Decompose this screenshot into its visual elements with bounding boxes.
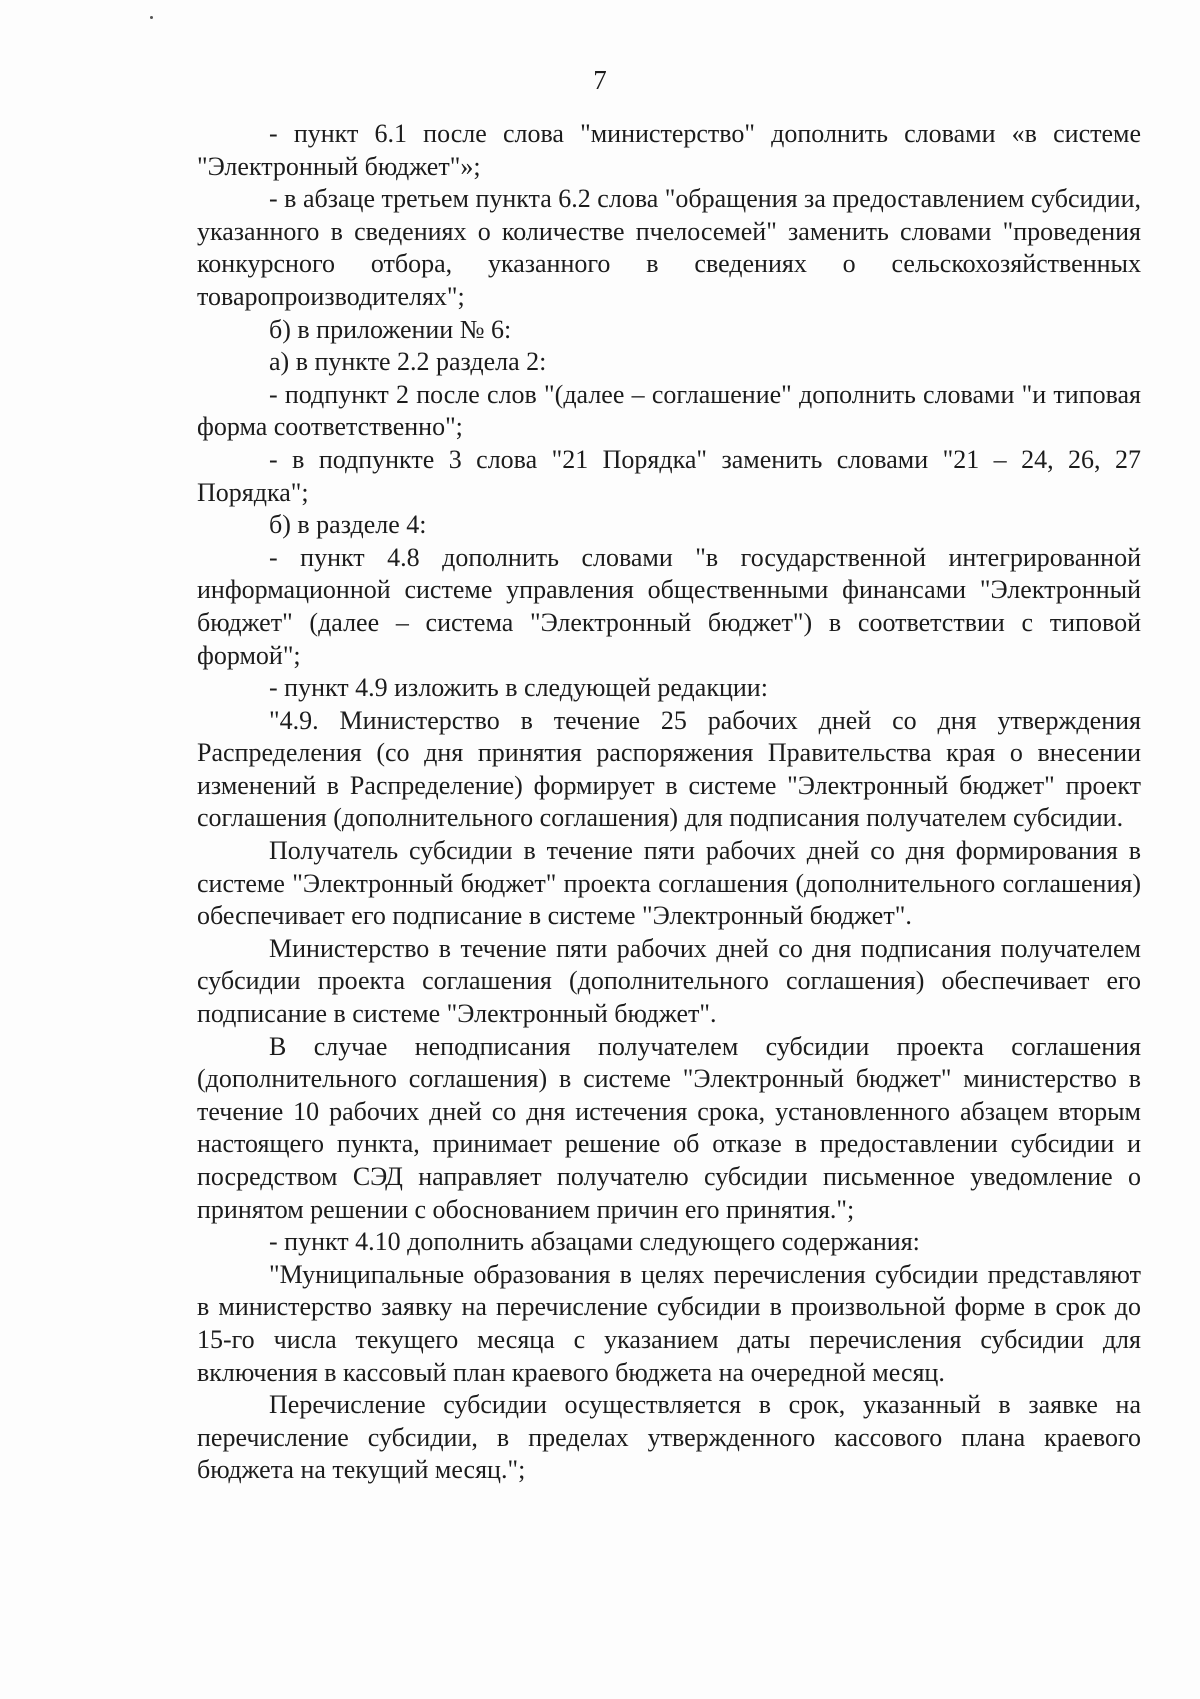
paragraph-12: Министерство в течение пяти рабочих дней со дня подписания получателем субсидии проекта соглашения (дополнительного соглашения) обеспечивает его подписание в системе "Электронный бюджет".	[197, 933, 1141, 1029]
paragraph-14: - пункт 4.10 дополнить абзацами следующего содержания:	[269, 1227, 920, 1257]
paragraph-10: "4.9. Министерство в течение 25 рабочих дней со дня утверждения Распределения (со дня принятия распоряжения Правительства края о внесении изменений в Распределение) формирует в системе "Электронный бюджет" проект соглашения (дополнительного соглашения) для подписания получателем субсидии.	[197, 705, 1141, 833]
document-body	[197, 118, 1141, 1487]
paragraph-13: В случае неподписания получателем субсидии проекта соглашения (дополнительного соглашения) в системе "Электронный бюджет" министерство в течение 10 рабочих дней со дня истечения срока, установленного абзацем вторым настоящего пункта, принимает решение об отказе в предоставлении субсидии и посредством СЭД направляет получателю субсидии письменное уведомление о принятом решении с обоснованием причин его принятия.";	[197, 1031, 1141, 1224]
paragraph-4: а) в пункте 2.2 раздела 2:	[269, 347, 547, 377]
paragraph-5: - подпункт 2 после слов "(далее – соглашение" дополнить словами "и типовая форма соответственно";	[197, 379, 1141, 442]
paragraph-9: - пункт 4.9 изложить в следующей редакции:	[269, 673, 768, 703]
paragraph-6: - в подпункте 3 слова "21 Порядка" заменить словами "21 – 24, 26, 27 Порядка";	[197, 444, 1141, 507]
paragraph-1: - пункт 6.1 после слова "министерство" дополнить словами «в системе "Электронный бюджет"»;	[197, 119, 1141, 181]
paragraph-15: "Муниципальные образования в целях перечисления субсидии представляют в министерство заявку на перечисление субсидии в произвольной форме в срок до 15-го числа текущего месяца с указанием даты перечисления субсидии для включения в кассовый план краевого бюджета на очередной месяц.	[197, 1259, 1141, 1387]
paragraph-8: - пункт 4.8 дополнить словами "в государственной интегрированной информационной системе управления общественными финансами "Электронный бюджет" (далее – система "Электронный бюджет") в соответствии с типовой формой";	[197, 542, 1141, 670]
page-number: 7	[593, 65, 607, 95]
paragraph-2: - в абзаце третьем пункта 6.2 слова "обращения за предоставлением субсидии, указанного в сведениях о количестве пчелосемей" заменить словами "проведения конкурсного отбора, указанного в сведениях о сельскохозяйственных товаропроизводителях";	[197, 184, 1141, 311]
paragraph-11: Получатель субсидии в течение пяти рабочих дней со дня формирования в системе "Электронный бюджет" проекта соглашения (дополнительного соглашения) обеспечивает его подписание в системе "Электронный бюджет".	[197, 836, 1141, 931]
paragraph-7: б) в разделе 4:	[269, 510, 427, 540]
paragraph-3: б) в приложении № 6:	[269, 314, 512, 344]
paragraph-16: Перечисление субсидии осуществляется в срок, указанный в заявке на перечисление субсидии, в пределах утвержденного кассового плана краевого бюджета на текущий месяц.";	[197, 1390, 1141, 1485]
scan-speck	[150, 16, 153, 19]
